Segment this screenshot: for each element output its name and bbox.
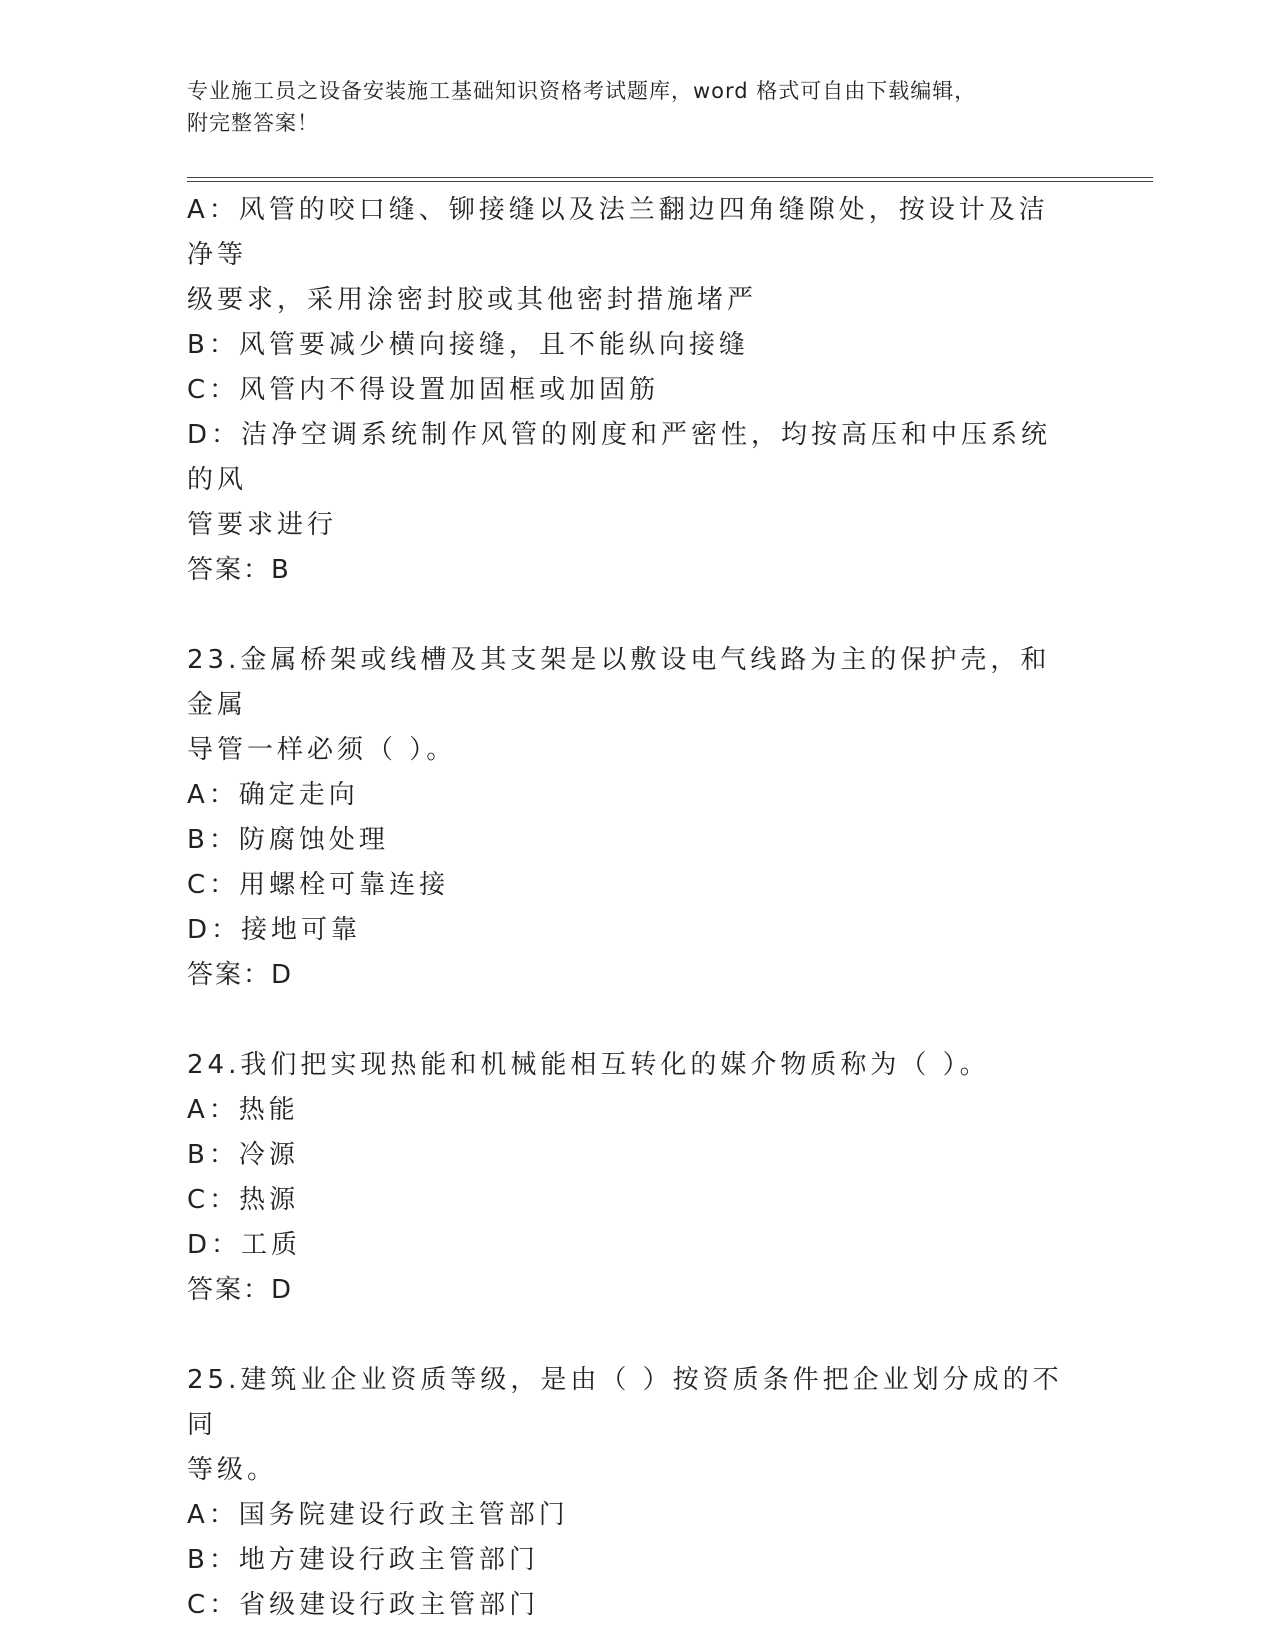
option-line: A：国务院建设行政主管部门 <box>187 1500 569 1530</box>
answer-line: 答案：B <box>187 555 291 585</box>
question-block-22 <box>187 188 1067 593</box>
question-block-23 <box>187 638 1067 998</box>
question-block-24 <box>187 1043 1067 1313</box>
question-text: 等级。 <box>187 1455 278 1485</box>
spacer <box>187 593 1067 638</box>
question-text: 23.金属桥架或线槽及其支架是以敷设电气线路为主的保护壳，和金属 <box>187 645 1051 720</box>
spacer <box>187 998 1067 1043</box>
header-line-2: 附完整答案！ <box>187 111 319 135</box>
header-divider-bottom <box>187 181 1153 182</box>
option-line: A：风管的咬口缝、铆接缝以及法兰翻边四角缝隙处，按设计及洁净等 <box>187 195 1049 270</box>
option-line: C：省级建设行政主管部门 <box>187 1590 540 1620</box>
option-line: C：风管内不得设置加固框或加固筋 <box>187 375 660 405</box>
spacer <box>187 1313 1067 1358</box>
option-line: A：热能 <box>187 1095 299 1125</box>
header-divider-top <box>187 177 1153 178</box>
option-line: B：地方建设行政主管部门 <box>187 1545 539 1575</box>
option-line: D：接地可靠 <box>187 915 362 945</box>
option-line: D：洁净空调系统制作风管的刚度和严密性，均按高压和中压系统的风 <box>187 420 1052 495</box>
option-line: D：工质 <box>187 1230 302 1260</box>
answer-line: 答案：D <box>187 1275 294 1305</box>
option-line: B：风管要减少横向接缝，且不能纵向接缝 <box>187 330 749 360</box>
document-header <box>187 75 1067 139</box>
question-text: 24.我们把实现热能和机械能相互转化的媒介物质称为（ ）。 <box>187 1050 990 1080</box>
option-line: C：用螺栓可靠连接 <box>187 870 450 900</box>
option-line: C：热源 <box>187 1185 300 1215</box>
option-line: B：冷源 <box>187 1140 299 1170</box>
option-line: 管要求进行 <box>187 510 338 540</box>
option-line: 级要求，采用涂密封胶或其他密封措施堵严 <box>187 285 758 315</box>
question-text: 导管一样必须（ ）。 <box>187 735 457 765</box>
question-list <box>187 188 1067 1628</box>
header-line-1: 专业施工员之设备安装施工基础知识资格考试题库，word 格式可自由下载编辑， <box>187 79 977 103</box>
option-line: A：确定走向 <box>187 780 359 810</box>
answer-line: 答案：D <box>187 960 294 990</box>
option-line: B：防腐蚀处理 <box>187 825 389 855</box>
question-text: 25.建筑业企业资质等级，是由（ ）按资质条件把企业划分成的不同 <box>187 1365 1063 1440</box>
question-block-25 <box>187 1358 1067 1628</box>
